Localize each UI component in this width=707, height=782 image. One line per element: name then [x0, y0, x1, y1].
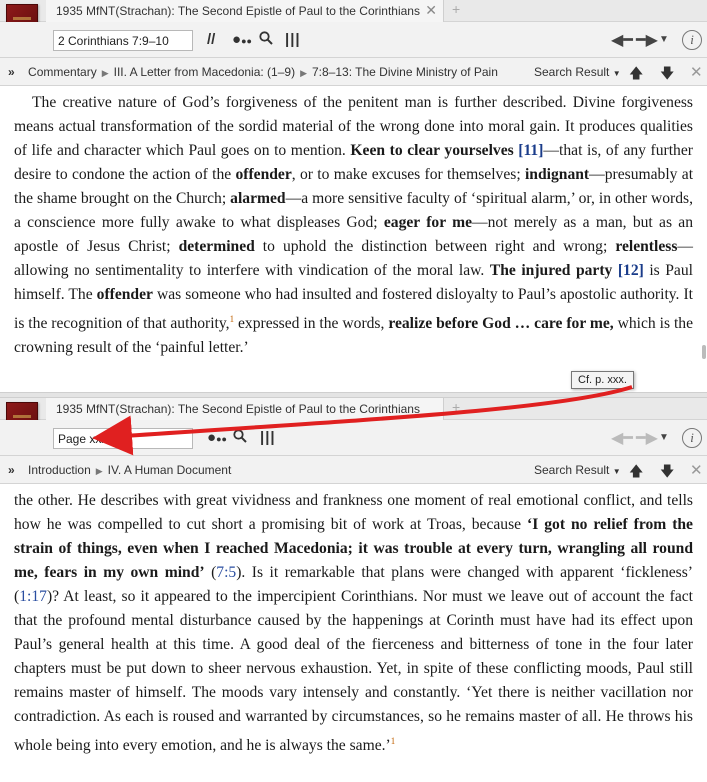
history-dropdown-icon[interactable]: ▼ — [659, 432, 669, 443]
search-result-label: Search Result — [534, 65, 610, 79]
back-arrow-icon[interactable]: ◀━ — [611, 430, 633, 447]
commentary-paragraph — [0, 489, 707, 758]
columns-icon[interactable]: ||| — [260, 429, 276, 446]
bold-quote: ‘I got no relief from the strain of things, even when I reached Macedonia; it was trouble at every turn, wrangling all round me, fears in my own mind’ — [14, 516, 693, 581]
info-icon[interactable]: i — [682, 30, 702, 50]
text: ( — [204, 564, 217, 581]
next-result-icon[interactable]: 🡇 — [660, 463, 675, 479]
history-dropdown-icon[interactable]: ▼ — [659, 34, 669, 45]
tab-bar — [0, 0, 707, 22]
add-tab-icon[interactable]: + — [452, 1, 461, 17]
breadcrumb-item[interactable]: IV. A Human Document — [107, 463, 232, 477]
back-arrow-icon[interactable]: ◀━ — [611, 32, 633, 49]
tab-commentary[interactable] — [46, 398, 444, 420]
breadcrumb — [8, 65, 498, 79]
next-result-icon[interactable]: 🡇 — [660, 65, 675, 81]
search-result-label: Search Result — [534, 463, 610, 477]
bold-lemma: realize before God … care for me, — [388, 315, 614, 333]
verse-link[interactable]: [12] — [617, 262, 644, 279]
breadcrumb — [8, 463, 231, 477]
columns-icon[interactable]: ||| — [285, 31, 301, 48]
text: —a more sensitive faculty of ‘spiritual alarm,’ or, in other words, a conscience more fully awake to what displeases God; — [14, 190, 694, 231]
bold-lemma: The injured party — [489, 262, 613, 279]
text: —allowing no sentimentality to interfere with vindication of the moral law. — [14, 238, 693, 279]
breadcrumb-bar — [0, 456, 707, 484]
commentary-text-top — [0, 87, 707, 392]
bold-lemma: alarmed — [230, 190, 286, 207]
info-icon[interactable]: i — [682, 428, 702, 448]
text: —presumably at the shame brought on the Church; — [14, 166, 694, 207]
visual-filter-icon[interactable]: ●●● — [207, 429, 227, 446]
footnote-marker[interactable]: 1 — [229, 314, 235, 324]
reference-input[interactable] — [53, 428, 193, 449]
prev-result-icon[interactable]: 🡅 — [629, 65, 644, 81]
breadcrumb-item[interactable]: 7:8–13: The Divine Ministry of Pain — [312, 65, 498, 79]
verse-link[interactable]: 7:5 — [216, 564, 237, 581]
expand-chevron-icon[interactable]: » — [8, 65, 15, 79]
breadcrumb-separator-icon: ▶ — [101, 68, 109, 78]
text: the other. He describes with great vividness and frankness one moment of real emotional conflict, and tells how he was compelled to cut short a promising bit of work at Troas, because — [14, 492, 693, 533]
commentary-paragraph — [0, 91, 707, 360]
search-result-dropdown[interactable]: Search Result ▼ — [534, 65, 621, 79]
verse-link[interactable]: [11] — [518, 142, 544, 159]
close-search-icon[interactable]: ✕ — [690, 462, 703, 479]
tab-bar — [0, 398, 707, 420]
breadcrumb-item[interactable]: III. A Letter from Macedonia: (1–9) — [113, 65, 296, 79]
text: was someone who had insulted and fostered disloyalty to Paul’s apostolic authority. It is the recognition of that authority, — [14, 286, 693, 333]
footnote-tooltip: Cf. p. xxx. — [571, 371, 634, 389]
add-tab-icon[interactable]: + — [452, 399, 461, 415]
prev-result-icon[interactable]: 🡅 — [629, 463, 644, 479]
text: to uphold the distinction between right and wrong; — [254, 238, 616, 255]
bold-lemma: relentless — [615, 238, 678, 255]
reference-input[interactable] — [53, 30, 193, 51]
search-result-dropdown[interactable]: Search Result ▼ — [534, 463, 621, 477]
commentary-text-bottom — [0, 485, 707, 782]
bold-lemma: offender — [235, 166, 292, 183]
text: The creative nature of God’s forgiveness of the penitent man is further described. Divine forgiveness means actual transformation of the sordid material of the wrong done into moral gain. It produces qualities of life and character which Paul goes on to mention. — [14, 94, 693, 159]
close-search-icon[interactable]: ✕ — [690, 64, 703, 81]
toolbar — [0, 22, 707, 58]
text: which is the crowning result of the ‘painful letter.’ — [14, 315, 693, 357]
tab-title: 1935 MfNT(Strachan): The Second Epistle of Paul to the Corinthians — [56, 402, 420, 416]
commentary-panel-bottom — [0, 398, 707, 782]
breadcrumb-separator-icon: ▶ — [95, 466, 103, 476]
verse-link[interactable]: 1:17 — [19, 588, 47, 605]
bold-lemma: determined — [178, 238, 255, 255]
text: is Paul himself. The — [14, 262, 693, 303]
bold-lemma: Keen to clear yourselves — [350, 142, 514, 159]
scrollbar[interactable] — [702, 345, 706, 359]
bold-lemma: indignant — [524, 166, 590, 183]
bold-lemma: offender — [96, 286, 153, 303]
bold-lemma: eager for me — [383, 214, 473, 231]
text: expressed in the words, — [234, 315, 389, 333]
visual-filter-icon[interactable]: ●●● — [232, 31, 252, 48]
search-icon[interactable] — [259, 31, 273, 49]
text: , or to make excuses for themselves; — [291, 166, 525, 183]
toolbar — [0, 420, 707, 456]
breadcrumb-item[interactable]: Commentary — [28, 65, 97, 79]
expand-chevron-icon[interactable]: » — [8, 463, 15, 477]
parallel-icon[interactable]: // — [207, 31, 216, 48]
text: —that is, of any further desire to condone the action of the — [14, 142, 693, 183]
forward-arrow-icon[interactable]: ━▶ — [636, 430, 658, 447]
breadcrumb-bar — [0, 58, 707, 86]
tab-title: 1935 MfNT(Strachan): The Second Epistle of Paul to the Corinthians — [56, 4, 420, 18]
breadcrumb-item[interactable]: Introduction — [28, 463, 91, 477]
search-icon[interactable] — [233, 429, 247, 447]
text: )? At least, so it appeared to the impercipient Corinthians. Nor must we leave out of account the fact that the profound mental disturbance caused by the happenings at Corinth must have had its effect upon Paul’s general health at this time. A good deal of the fierceness and bitterness of tone in the four later chapters must be put down to sheer nervous exhaustion. Yet, in spite of these conflicting moods, Paul still remains master of himself. The moods vary intensely and constantly. ‘Yet there is neither vacillation nor contradiction. As each is roused and warranted by circumstances, so he remains master of all. He throws his whole being into every emotion, and he is always the same.’ — [14, 588, 693, 755]
forward-arrow-icon[interactable]: ━▶ — [636, 32, 658, 49]
footnote-marker[interactable]: 1 — [390, 736, 396, 746]
breadcrumb-separator-icon: ▶ — [300, 68, 307, 78]
close-icon[interactable]: ✕ — [425, 2, 437, 18]
tab-commentary[interactable] — [46, 0, 444, 22]
text: —not merely as a man, but as an apostle of Jesus Christ; — [14, 214, 693, 255]
text: ). Is it remarkable that plans were changed with apparent ‘fickleness’ ( — [14, 564, 694, 605]
